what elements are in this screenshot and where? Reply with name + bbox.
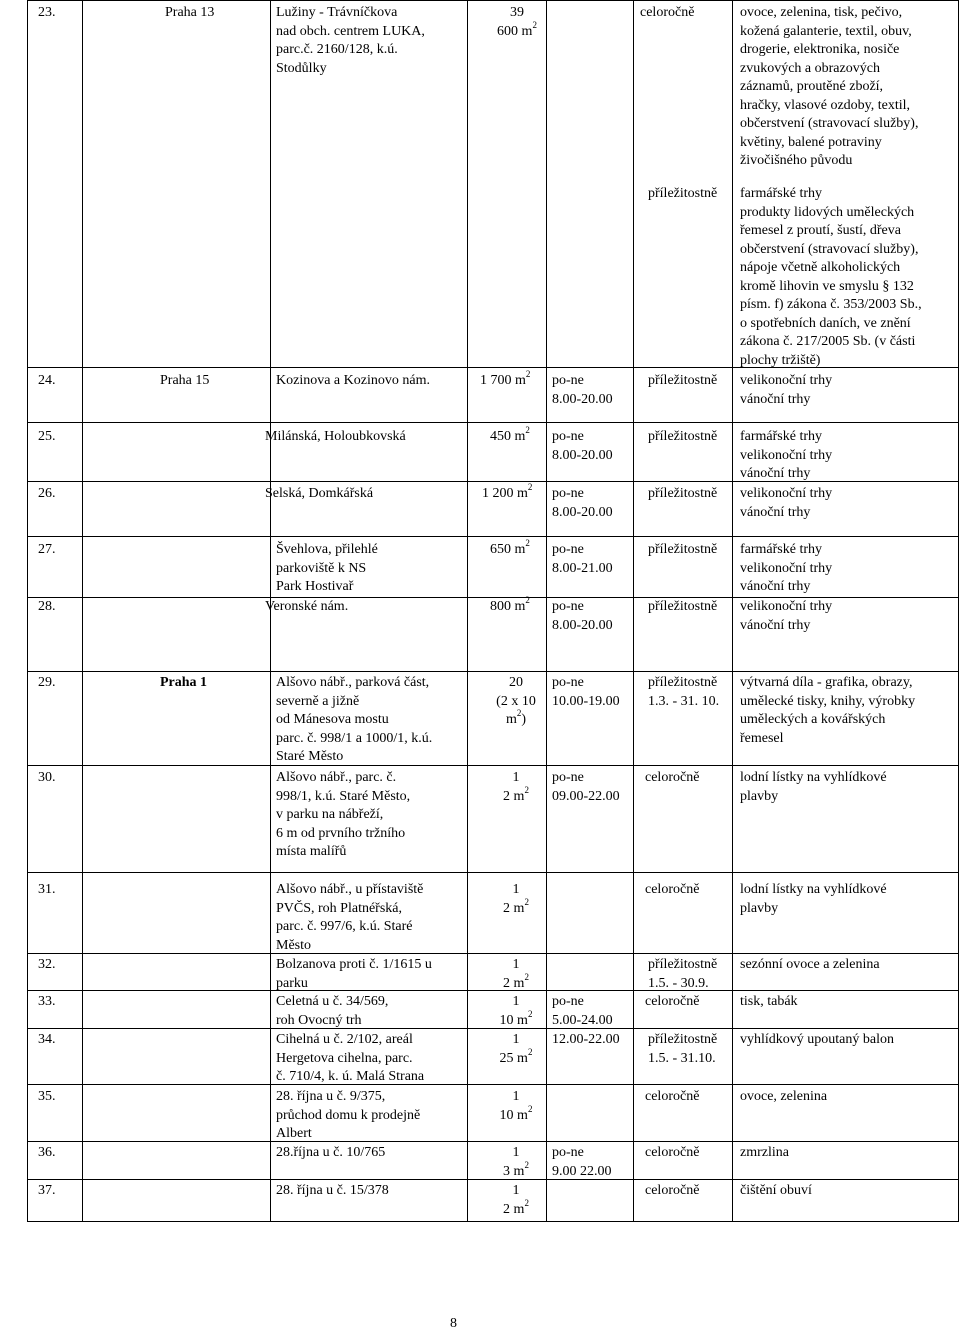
area: 1 25 $m^2$ xyxy=(499,1032,533,1066)
row-number: 35. xyxy=(38,1089,56,1104)
period: celoročně xyxy=(645,882,700,897)
goods: tisk, tabák xyxy=(740,994,798,1009)
location: Bolzanova proti č. 1/1615 u parku xyxy=(276,957,432,991)
period: celoročně xyxy=(645,770,700,785)
period: příležitostně xyxy=(648,542,718,557)
row-number: 29. xyxy=(38,675,56,690)
area: 39 600 $m^2$ xyxy=(497,5,537,39)
area: 800 $m^2$ xyxy=(490,595,530,614)
location: 28. října u č. 15/378 xyxy=(276,1183,389,1198)
area: 1 200 $m^2$ xyxy=(482,482,533,501)
area: 1 2 $m^2$ xyxy=(503,957,529,991)
period: příležitostně 1.5. - 31.10. xyxy=(648,1032,718,1066)
goods: lodní lístky na vyhlídkové plavby xyxy=(740,770,887,804)
row-number: 32. xyxy=(38,957,56,972)
period: celoročně xyxy=(640,5,695,20)
area: 1 10 $m^2$ xyxy=(499,994,533,1028)
period: příležitostně xyxy=(648,429,718,444)
grid-line xyxy=(27,1221,958,1222)
district: Praha 1 xyxy=(160,675,208,690)
goods: vyhlídkový upoutaný balon xyxy=(740,1032,894,1047)
grid-line xyxy=(467,0,468,1222)
grid-line xyxy=(27,1141,958,1142)
location: Alšovo nábř., parc. č. 998/1, k.ú. Staré Město, v parku na nábřeží, 6 m od prvního tržního místa malířů xyxy=(276,770,411,859)
grid-line xyxy=(27,367,958,368)
hours: 12.00-22.00 xyxy=(552,1032,620,1047)
area: 1 2 $m^2$ xyxy=(503,1183,529,1217)
district: Praha 13 xyxy=(165,5,215,20)
hours: po-ne 8.00-20.00 xyxy=(552,429,613,463)
grid-line xyxy=(27,765,958,766)
goods: farmářské trhy produkty lidových uměleckých řemesel z proutí, šustí, dřeva občerstvení (stravovací služby), nápoje včetně alkoholických kromě lihovin ve smyslu § 132 písm. f) zákona č. 353/2003 Sb., o spotřebních daních, ve znění zákona č. 217/2005 Sb. (v části plochy tržiště) xyxy=(740,186,922,368)
row-number: 23. xyxy=(38,5,56,20)
location: Lužiny - Trávníčkova nad obch. centrem LUKA, parc.č. 2160/128, k.ú. Stodůlky xyxy=(276,5,425,76)
grid-line xyxy=(546,0,547,1222)
hours: po-ne 8.00-20.00 xyxy=(552,373,613,407)
goods: čištění obuví xyxy=(740,1183,812,1198)
district: Praha 15 xyxy=(160,373,210,388)
grid-line xyxy=(27,671,958,672)
grid-line xyxy=(633,0,634,1222)
location: Alšovo nábř., u přístaviště PVČS, roh Platnéřská, parc. č. 997/6, k.ú. Staré Město xyxy=(276,882,424,953)
location: Milánská, Holoubkovská xyxy=(265,429,406,444)
row-number: 27. xyxy=(38,542,56,557)
row-number: 25. xyxy=(38,429,56,444)
hours: po-ne 8.00-20.00 xyxy=(552,486,613,520)
period: celoročně xyxy=(645,994,700,1009)
goods: ovoce, zelenina, tisk, pečivo, kožená galanterie, textil, obuv, drogerie, elektronika, nosiče zvukových a obrazových záznamů, proutěné zboží, hračky, vlasové ozdoby, textil, občerstvení (stravovací služby), květiny, balené potraviny živočišného původu xyxy=(740,5,919,168)
period: příležitostně 1.5. - 30.9. xyxy=(648,957,718,991)
goods: velikonoční trhy vánoční trhy xyxy=(740,486,833,520)
location: Alšovo nábř., parková část, severně a jižně od Mánesova mostu parc. č. 998/1 a 1000/1, k.ú. Staré Město xyxy=(276,675,433,764)
period: příležitostně xyxy=(648,486,718,501)
grid-line xyxy=(27,422,958,423)
row-number: 30. xyxy=(38,770,56,785)
location: Kozinova a Kozinovo nám. xyxy=(276,373,430,388)
hours: po-ne 5.00-24.00 xyxy=(552,994,613,1028)
location: Cihelná u č. 2/102, areál Hergetova cihelna, parc. č. 710/4, k. ú. Malá Strana xyxy=(276,1032,425,1084)
row-number: 24. xyxy=(38,373,56,388)
period: příležitostně xyxy=(648,599,718,614)
period: celoročně xyxy=(645,1183,700,1198)
hours: po-ne 09.00-22.00 xyxy=(552,770,620,804)
grid-line xyxy=(27,0,28,1222)
location: Švehlova, přilehlé parkoviště k NS Park Hostivař xyxy=(276,542,378,594)
grid-line xyxy=(27,1179,958,1180)
grid-line xyxy=(958,0,959,1222)
goods: lodní lístky na vyhlídkové plavby xyxy=(740,882,887,916)
grid-line xyxy=(27,990,958,991)
grid-line xyxy=(27,1084,958,1085)
area: 1 700 $m^2$ xyxy=(480,369,531,388)
page-number: 8 xyxy=(450,1316,457,1331)
goods: farmářské trhy velikonoční trhy vánoční trhy xyxy=(740,542,833,594)
period: příležitostně xyxy=(648,186,718,201)
area: 20 (2 x 10 $m^2$) xyxy=(496,675,536,727)
area: 450 $m^2$ xyxy=(490,425,530,444)
area: 1 3 $m^2$ xyxy=(503,1145,529,1179)
row-number: 33. xyxy=(38,994,56,1009)
goods: farmářské trhy velikonoční trhy vánoční trhy xyxy=(740,429,833,481)
grid-line xyxy=(732,0,733,1222)
goods: ovoce, zelenina xyxy=(740,1089,828,1104)
location: Veronské nám. xyxy=(265,599,349,614)
period: příležitostně xyxy=(648,373,718,388)
area: 1 2 $m^2$ xyxy=(503,882,529,916)
goods: velikonoční trhy vánoční trhy xyxy=(740,599,833,633)
grid-line xyxy=(82,0,83,1222)
hours: po-ne 9.00 22.00 xyxy=(552,1145,612,1179)
goods: sezónní ovoce a zelenina xyxy=(740,957,880,972)
row-number: 36. xyxy=(38,1145,56,1160)
row-number: 26. xyxy=(38,486,56,501)
row-number: 31. xyxy=(38,882,56,897)
row-number: 37. xyxy=(38,1183,56,1198)
period: příležitostně 1.3. - 31. 10. xyxy=(648,675,720,709)
goods: výtvarná díla - grafika, obrazy, umělecké tisky, knihy, výrobky uměleckých a kovářských řemesel xyxy=(740,675,916,746)
goods: velikonoční trhy vánoční trhy xyxy=(740,373,833,407)
period: celoročně xyxy=(645,1145,700,1160)
location: 28.října u č. 10/765 xyxy=(276,1145,386,1160)
location: Celetná u č. 34/569, roh Ovocný trh xyxy=(276,994,389,1028)
grid-line xyxy=(27,1028,958,1029)
grid-line xyxy=(27,481,958,482)
area: 1 10 $m^2$ xyxy=(499,1089,533,1123)
row-number: 34. xyxy=(38,1032,56,1047)
grid-line xyxy=(27,536,958,537)
area: 650 $m^2$ xyxy=(490,538,530,557)
grid-line xyxy=(27,953,958,954)
period: celoročně xyxy=(645,1089,700,1104)
hours: po-ne 8.00-21.00 xyxy=(552,542,613,576)
area: 1 2 $m^2$ xyxy=(503,770,529,804)
grid-line xyxy=(27,872,958,873)
location: Selská, Domkářská xyxy=(265,486,374,501)
hours: po-ne 10.00-19.00 xyxy=(552,675,620,709)
row-number: 28. xyxy=(38,599,56,614)
goods: zmrzlina xyxy=(740,1145,789,1160)
hours: po-ne 8.00-20.00 xyxy=(552,599,613,633)
grid-line xyxy=(27,0,958,1)
location: 28. října u č. 9/375, průchod domu k prodejně Albert xyxy=(276,1089,421,1141)
